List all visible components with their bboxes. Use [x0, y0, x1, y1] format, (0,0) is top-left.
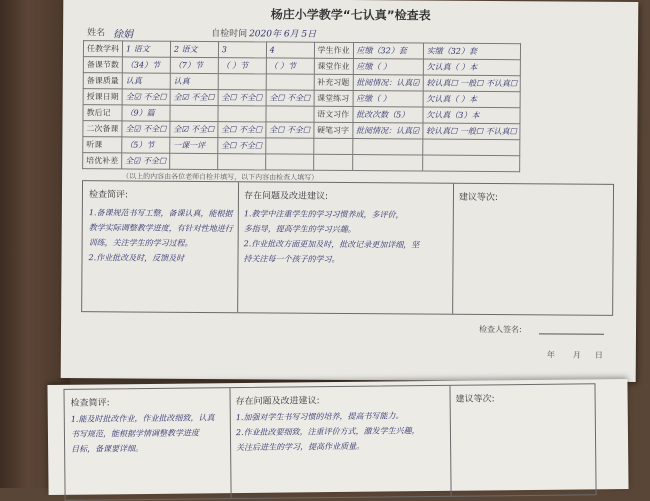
table-cell: 全☑ 不全☐ [170, 89, 218, 105]
table-cell: 较认真☐ 一般☐ 不认真☐ [423, 75, 521, 92]
table-cell [266, 106, 314, 122]
table-cell: （ ）节 [218, 58, 266, 74]
table-cell: （ ）节 [266, 58, 314, 74]
handwritten-comment-line: 目标，备课要详细。 [71, 444, 144, 454]
table-cell [352, 155, 422, 171]
table-cell: 补充习题 [314, 74, 353, 90]
table-cell: 全☑ 不全☐ [170, 121, 218, 137]
table-cell: 学生作业 [314, 42, 353, 58]
table-cell: 课堂作业 [314, 58, 353, 74]
table-cell [313, 138, 352, 154]
handwritten-comment-line: 持关注每一个孩子的学习。 [243, 254, 340, 264]
grade-heading: 建议等次: [458, 192, 499, 204]
handwritten-comment-line: 1.加强对学生书写习惯的培养，提高书写能力。 [235, 411, 404, 423]
table-cell: 批阅情况：认真☑ [352, 123, 422, 139]
table-cell: （9）篇 [122, 105, 170, 121]
table-cell: 听课 [83, 137, 122, 153]
table-cell: 欠认真（ ）本 [423, 59, 521, 76]
table-cell [265, 138, 313, 154]
table-cell: 全☐ 不全☐ [218, 90, 266, 106]
handwritten-comment-line: 教学实际调整教学进度，有针对性地进行 [88, 223, 233, 234]
name-value: 徐娟 [113, 29, 134, 41]
table-cell: 全☑ 不全☐ [122, 153, 170, 169]
table-cell: 批阅情况：认真☑ [353, 75, 423, 91]
table-cell: 实缴（32）套 [423, 43, 521, 60]
table-cell: 应缴（32）套 [353, 43, 423, 59]
table-cell [313, 154, 352, 170]
table-cell: 全☑ 不全☐ [122, 121, 170, 137]
table-cell: 应缴（ ） [353, 59, 423, 75]
handwritten-comment-line: 2.作业批改方面更加及时，批改记录更加详细，坚 [243, 239, 420, 250]
name-label: 姓名 [87, 28, 106, 39]
inspection-form-page1 [61, 0, 639, 382]
table-cell: 全☐ 不全☐ [218, 122, 266, 138]
table-cell: 一课一评 [170, 137, 218, 153]
handwritten-comment-line: 2.作业批改要细致，注重评价方式，激发学生兴趣， [235, 426, 420, 438]
table-cell [422, 155, 520, 172]
table-cell: 2 语文 [170, 41, 218, 57]
handwritten-comment-line: 多指导，提高学生的学习兴趣。 [243, 224, 356, 235]
inspector-signature-label: 检查人签名: [478, 324, 522, 335]
evaluation-section-1 [81, 180, 614, 316]
date-label: 自检时间 [211, 29, 248, 40]
handwritten-comment-line: 1.能及时批改作业，作业批改细致，认真 [70, 413, 215, 424]
table-cell [352, 139, 422, 155]
table-cell: 授课日期 [83, 89, 122, 105]
table-cell [218, 74, 266, 90]
handwritten-comment-line: 1.备课规范书写工整，备课认真，能根据 [88, 208, 233, 219]
table-cell: 3 [218, 42, 266, 58]
table-cell: 较认真☐ 一般☐ 不认真☐ [423, 123, 521, 140]
table-cell: 1 语文 [122, 41, 170, 57]
table-cell: 全☐ 不全☐ [218, 138, 266, 154]
table-cell: 教后记 [83, 105, 122, 121]
date-value: 2020年 6月 5日 [249, 29, 317, 40]
instruction-note: （以上的内容由各位老师自检并填写，以下内容由检查人填写） [122, 172, 319, 182]
table-cell [266, 74, 314, 90]
table-cell: （7）节 [170, 57, 218, 73]
table-cell: 培优补差 [83, 153, 122, 169]
day-label: 日 [594, 350, 603, 360]
table-cell [217, 154, 265, 170]
table-cell: 4 [266, 42, 314, 58]
table-cell: 应缴（ ） [353, 91, 423, 107]
issues-heading: 存在问题及改进建议: [243, 191, 329, 202]
table-cell: 备课质量 [83, 73, 122, 89]
table-cell: 二次备课 [83, 121, 122, 137]
handwritten-comment-line: 关注后进生的学习，提高作业质量。 [236, 441, 365, 453]
handwritten-comment-line: 书写规范，能根据学情调整教学进度 [70, 428, 199, 439]
self-check-table [82, 40, 521, 172]
table-cell: 认真 [170, 73, 218, 89]
review-heading: 检查简评: [70, 398, 110, 409]
table-cell: 欠认真（ ）本 [423, 91, 521, 108]
issues-heading: 存在问题及改进建议: [235, 396, 320, 408]
review-heading: 检查简评: [88, 190, 129, 201]
evaluation-section-2 [63, 383, 596, 501]
table-cell: 硬笔习字 [313, 122, 352, 138]
table-cell: 批改次数（5） [353, 107, 423, 123]
month-label: 月 [572, 350, 581, 360]
handwritten-comment-line: 训练，关注学生的学习过程。 [88, 238, 193, 248]
table-cell: 备课节数 [83, 57, 122, 73]
table-cell: 欠认真（3）本 [423, 107, 521, 124]
table-cell [170, 153, 218, 169]
signature-line [539, 333, 604, 334]
table-cell [170, 105, 218, 121]
handwritten-comment-line: 2.作业批改及时，反馈及时 [88, 253, 185, 263]
table-cell [218, 106, 266, 122]
table-cell: 认真 [122, 73, 170, 89]
table-cell: 全☐ 不全☐ [266, 90, 314, 106]
table-row [83, 153, 520, 172]
table-cell: （34）节 [122, 57, 170, 73]
form-title: 杨庄小学教学“七认真”检查表 [270, 7, 431, 23]
table-cell [265, 154, 313, 170]
table-cell: 任教学科 [83, 41, 122, 57]
table-cell: 语文习作 [314, 106, 353, 122]
grade-heading: 建议等次: [455, 394, 495, 405]
table-cell: （5）节 [122, 137, 170, 153]
table-cell: 课堂练习 [314, 90, 353, 106]
handwritten-comment-line: 1.教学中注重学生的学习习惯养成，多评价， [243, 209, 404, 220]
year-label: 年 [546, 350, 555, 360]
inspection-form-page2 [47, 379, 628, 495]
table-cell: 全☐ 不全☐ [266, 122, 314, 138]
table-cell [422, 139, 520, 156]
table-cell: 全☑ 不全☐ [122, 89, 170, 105]
